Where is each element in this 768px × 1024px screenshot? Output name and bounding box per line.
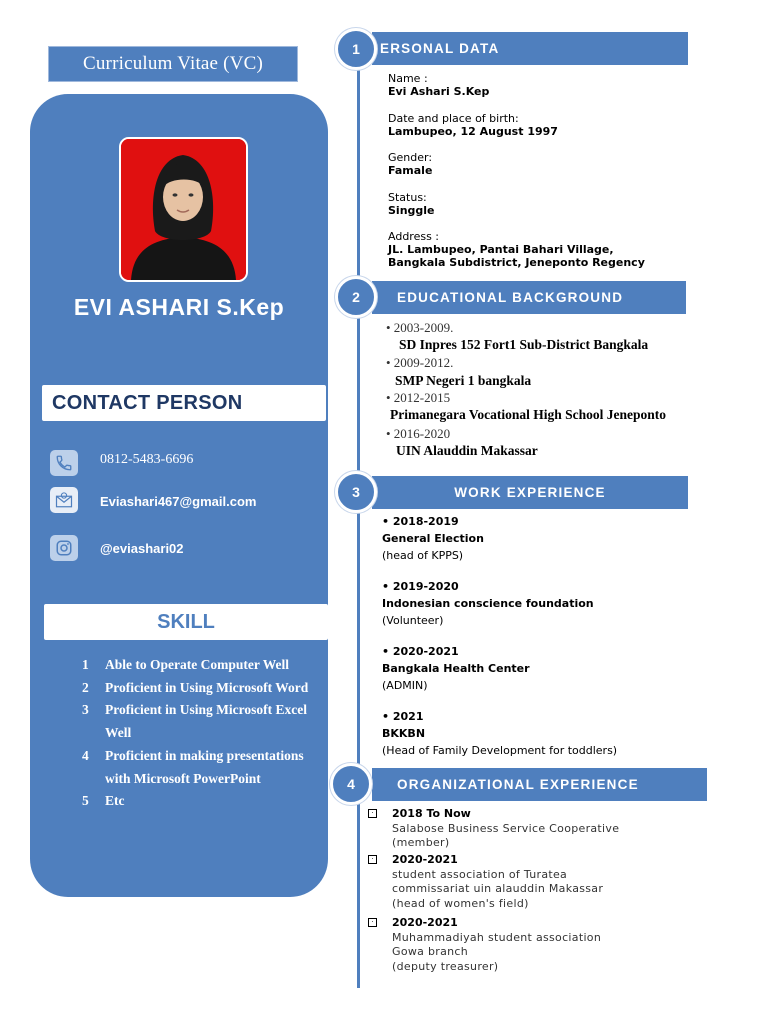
work-item: • 2018-2019 General Election (head of KPPS)	[382, 515, 484, 562]
bullet-box-icon: ·	[368, 809, 377, 818]
education-year: • 2009-2012.	[386, 355, 454, 370]
person-portrait-icon	[121, 139, 246, 280]
section-number-badge: 4	[330, 763, 372, 805]
education-year: • 2016-2020	[386, 426, 451, 441]
section-header-personal: ERSONAL DATA	[372, 32, 688, 65]
full-name: EVI ASHARI S.Kep	[73, 294, 285, 320]
profile-photo	[119, 137, 248, 282]
email-address: Eviashari467@gmail.com	[100, 494, 257, 509]
personal-birth: Date and place of birth: Lambupeo, 12 August 1997	[388, 112, 558, 138]
personal-gender: Gender: Famale	[388, 151, 433, 177]
education-school: Primanegara Vocational High School Jeneponto	[390, 407, 667, 422]
section-number-badge: 2	[335, 276, 377, 318]
education-year: • 2003-2009.	[386, 320, 454, 335]
work-item: • 2021 BKKBN (Head of Family Development for toddlers)	[382, 710, 618, 757]
contact-instagram[interactable]	[50, 535, 184, 561]
bullet-box-icon: ·	[368, 855, 377, 864]
section-number-badge: 1	[335, 28, 377, 70]
bullet-box-icon: ·	[368, 918, 377, 927]
personal-name: Name : Evi Ashari S.Kep	[388, 72, 490, 98]
section-header-organizational: ORGANIZATIONAL EXPERIENCE	[372, 768, 707, 801]
education-school: SD Inpres 152 Fort1 Sub-District Bangkala	[399, 337, 649, 352]
list-item: 5 Etc	[82, 793, 125, 809]
cv-title: Curriculum Vitae (VC)	[48, 46, 298, 82]
phone-number: 0812-5483-6696	[100, 452, 194, 467]
instagram-icon	[50, 535, 78, 561]
list-item: 1 Able to Operate Computer Well	[82, 657, 289, 672]
section-header-work: WORK EXPERIENCE	[372, 476, 688, 509]
personal-address: Address : JL. Lambupeo, Pantai Bahari Village, Bangkala Subdistrict, Jeneponto Regency	[388, 230, 645, 269]
list-item: 4 Proficient in making presentations with Microsoft PowerPoint	[82, 747, 304, 786]
phone-icon	[50, 450, 78, 476]
instagram-handle: @eviashari02	[100, 541, 184, 556]
section-header-education: EDUCATIONAL BACKGROUND	[372, 281, 686, 314]
education-school: SMP Negeri 1 bangkala	[395, 373, 532, 388]
skills-list	[82, 654, 322, 813]
education-year: • 2012-2015	[386, 390, 451, 405]
email-icon	[50, 487, 78, 513]
section-number-badge: 3	[335, 471, 377, 513]
organization-item: · 2018 To Now Salabose Business Service Cooperative (member)	[368, 807, 668, 851]
contact-person-title: CONTACT PERSON	[42, 385, 326, 421]
personal-status: Status: Singgle	[388, 191, 435, 217]
organization-item: · 2020-2021 Muhammadiyah student association Gowa branch (deputy treasurer)	[368, 916, 668, 976]
contact-email[interactable]	[50, 487, 257, 513]
work-item: • 2019-2020 Indonesian conscience foundation (Volunteer)	[382, 580, 594, 627]
contact-phone[interactable]	[50, 450, 194, 476]
education-school: UIN Alauddin Makassar	[396, 443, 538, 458]
skill-title: SKILL	[44, 604, 328, 640]
work-item: • 2020-2021 Bangkala Health Center (ADMIN)	[382, 645, 530, 692]
list-item: 3 Proficient in Using Microsoft Excel Well	[82, 702, 307, 741]
list-item: 2 Proficient in Using Microsoft Word	[82, 679, 309, 695]
organization-item: · 2020-2021 student association of Turatea commissariat uin alauddin Makassar (head of women's field)	[368, 853, 668, 913]
timeline-line	[357, 60, 360, 988]
